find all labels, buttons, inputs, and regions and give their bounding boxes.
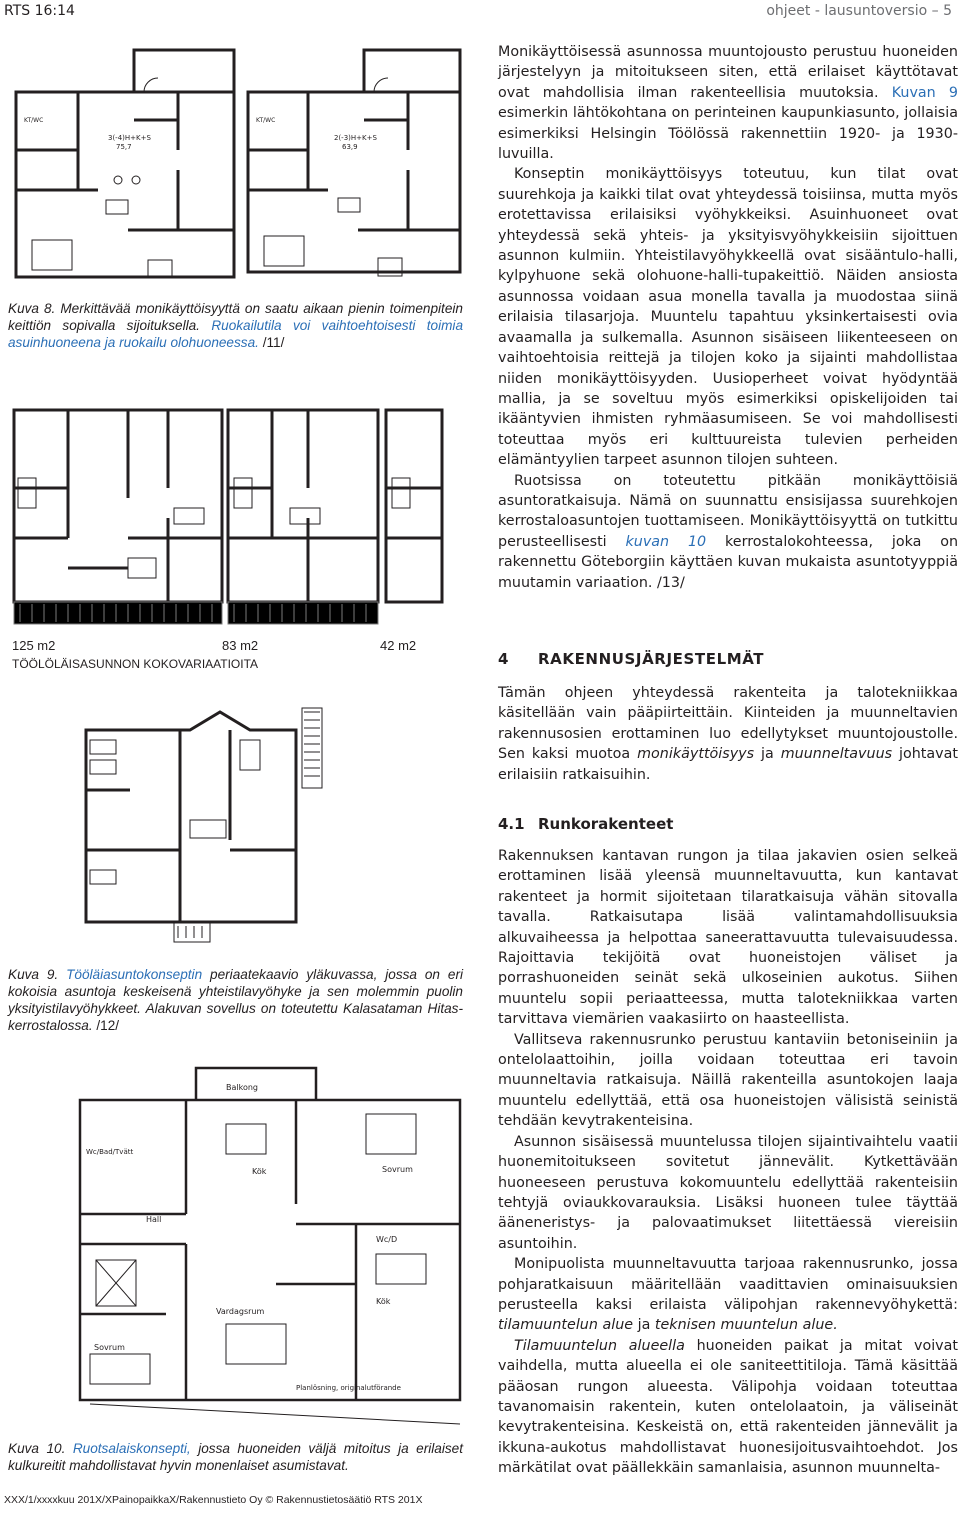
paragraph-8-and: ja xyxy=(637,1317,651,1334)
kuva8-text: Merkittävää monikäyttöisyyttä on saatu aikaan pienin toimenpitein keittiön sopivalla sijoituksella. xyxy=(8,301,463,333)
kuva8-text-blue: Ruokailutila voi vaihtoehtoisesti toimia asuinhuoneena ja ruokailu olohuoneessa. xyxy=(8,318,463,350)
paragraph-4 xyxy=(498,683,958,785)
paragraph-3-ref: kuvan 10 xyxy=(625,533,707,550)
kuva8-floorplans xyxy=(8,30,468,290)
page-footer: XXX/1/xxxxkuu 201X/XPainopaikkaX/Rakennustieto Oy © Rakennustietosäätiö RTS 201X xyxy=(4,1494,423,1506)
kuva10-label-planlosning: Planlösning, originalutförande xyxy=(296,1384,401,1392)
paragraph-4-term-2: muunneltavuus xyxy=(780,746,893,763)
body-column-top xyxy=(498,42,958,593)
paragraph-8-text: Monipuolista muunneltavuutta tarjoaa rakennusrunko, jossa pohjaratkaisuun määritellään vaadittavien ominaisuuksien perusteella kaksi erilaista välipohjan rakennevyöhykettä: xyxy=(498,1256,958,1313)
paragraph-9-text: huoneiden paikat ja mitat voivat vaihdella, mutta alueella ei ole saniteettitiloja. Tämä käsittää pääosan rungon alueesta. Välipohja voidaan toteuttaa tavanomaisin rakentein, kuten ontelolaatoin, ja väliseinät kevytrakenteisina. Keskeistä on, että rakenteiden jännevälit ja ikkuna-aukotus mahdollistavat huonesijoitusvaihtoehdot. Jos märkätilat ovat päällekkäin samanlaisia, asunnon muunnelta- xyxy=(498,1337,959,1477)
kuva8-right-area: 63,9 xyxy=(342,143,358,151)
kuva8-left-area: 75,7 xyxy=(116,143,132,151)
kuva10-label-balkong: Balkong xyxy=(226,1083,259,1092)
paragraph-4-text: Tämän ohjeen yhteydessä rakenteita ja talotekniikkaa käsitellään vain pääpiirteittäin. Kiinteiden ja muunneltavien rakennusosien erottaminen luo edellytykset muuntojoustolle. Sen kaksi muotoa xyxy=(498,685,958,763)
kuva10-text-blue: Ruotsalaiskonsepti, xyxy=(72,1441,191,1456)
page-header xyxy=(0,0,960,22)
section-heading-4 xyxy=(498,650,764,668)
kuva8-label: Kuva 8. xyxy=(8,301,56,316)
paragraph-4-and: ja xyxy=(761,746,774,763)
kuva8-caption xyxy=(8,300,463,351)
paragraph-4-term-1: monikäyttöisyys xyxy=(637,746,755,763)
kuva8-ref: /11/ xyxy=(258,335,285,350)
kuva10-label-hall: Hall xyxy=(146,1215,162,1224)
paragraph-1 xyxy=(498,42,958,164)
section-number: 4 xyxy=(498,650,510,668)
kuva10-label: Kuva 10. xyxy=(8,1441,66,1456)
header-publication: RTS 16:14 xyxy=(4,3,75,19)
kuva9-ref: /12/ xyxy=(92,1018,120,1033)
kuva8-right-type: 2(-3)H+K+S xyxy=(334,134,377,142)
paragraph-8-term-2: teknisen muuntelun alue. xyxy=(654,1317,838,1334)
paragraph-3 xyxy=(498,471,958,593)
kuva8-left-wc: KT/WC xyxy=(24,117,44,124)
paragraph-7: Asunnon sisäisessä muuntelussa tilojen sijaintivaihtelu vaatii huonemitoitukseen sovitetut jännevälit. Kytkettävään huoneeseen perustuva kokomuuntelu edellyttää rakenteisiin tehtyjä oviaukkovarauksia. Lisäksi huoneen tulee täyttää ääneneristys- ja palovaatimukset liitettäessä viereisiin asuntoihin. xyxy=(498,1133,958,1252)
subsection-heading-4-1 xyxy=(498,815,673,833)
paragraph-1-rest: esimerkin lähtökohtana on perinteinen kaupunkiasunto, jollaisia esimerkiksi Helsingin Töölössä rakennettiin 1920- ja 1930-luvuilla. xyxy=(498,105,958,163)
paragraph-4-rest: johtavat erilaisiin ratkaisuihin. xyxy=(498,746,959,783)
kuva10-caption xyxy=(8,1440,463,1474)
kuva10-label-wcd: Wc/D xyxy=(376,1235,398,1244)
kuva10-label-kok: Kök xyxy=(252,1167,267,1176)
paragraph-2: Konseptin monikäyttöisyys toteutuu, kun tilat ovat suurehkoja ja kaikki tilat ovat yhteydessä toisiinsa, mutta myös erotettavissa erilaisiksi vyöhykkeiksi. Asuinhuoneet ovat yhteydessä sekä yhteis- ja yksityisvyöhykkeisiin sijoittuen asunnon kulmiin. Yhteistilavyöhykkeellä ovat sisääntulo-halli, kylpyhuone sekä olohuone-halli-tupakeittiö. Näiden ansiosta asunnossa voidaan asua monella tavalla ja muodostaa siinä erilaisia tilasarjoja. Muuntelu tapahtuu yksinkertaisesti ovia avaamalla ja sulkemalla. Asunnon sisäiseen liikenteeseen on vaihtoehtoisia reittejä ja tilojen koko ja sijainti mahdollistaa niiden monikäyttöisyyden. Uusioperheet voivat hyödyntää mallia, ja se soveltuu myös esimerkiksi opiskelijoiden tai ikääntyvien ihmisten ryhmäasumiseen. Se voi mahdollisesti toteuttaa myös eri kulttuureista tulevien perheiden elämäntyylien tarpeet asunnon tilojen suhteen. xyxy=(498,166,958,469)
size-label-83: 83 m2 xyxy=(222,638,259,653)
size-label-125: 125 m2 xyxy=(12,638,56,653)
body-section-4-1 xyxy=(498,846,958,1479)
kuva10-label-wc: Wc/Bad/Tvätt xyxy=(86,1148,134,1156)
kuva9-text-blue: Tööläiasuntokonseptin xyxy=(66,967,203,982)
kuva10-label-kok2: Kök xyxy=(376,1297,391,1306)
kuva9-text: periaatekaavio yläkuvassa, jossa on eri kokoisia asuntoja keskeisenä yhteistilavyöhyke ja sen molemmin puolin yksityistilavyöhykkeet. Alakuvan sovellus on toteutettu Kalasataman Hitas-kerrostalossa. xyxy=(8,967,463,1033)
paragraph-5: Rakennuksen kantavan rungon ja tilaa jakavien osien selkeä erottaminen lisää yleensä muunneltavuutta, kun kantavat rakenteet ja hormit sijoitetaan tilaratkaisuja vähän sitovalla tavalla. Ratkaisutapa lisää valintamahdollisuuksia alkuvaiheessa ja helpottaa saneerattavuutta tulevaisuudessa. Rajoittavia tekijöitä ovat huoneistojen väliset ja porrashuoneiden seinät sekä ulkoseinien aukotus. Siihen muuntelu sopii periaatteessa, mutta talotekniikkaa varten tarvittava viemärien vaakasiirto on haasteellista. xyxy=(498,848,958,1028)
body-section-4-intro xyxy=(498,683,958,785)
paragraph-3-text: Ruotsissa on toteutettu pitkään monikäyttöisiä asuntoratkaisuja. Nämä on suunnattu ensisijassa suurehkojen kerrostaloasuntojen tuottamiseen. Monikäyttöisyyttä on tutkittu perusteellisesti xyxy=(498,472,958,550)
paragraph-6: Vallitseva rakennusrunko perustuu kantaviin betoniseiniin ja ontelolaattoihin, joilla voidaan toteuttaa eri tavoin muunneltavia ratkaisuja. Näillä rakenteilla asuntokojen laaja muuntelu edellyttää, että osa huoneistojen välisistä seinistä tehdään kevytrakenteisina. xyxy=(498,1031,958,1130)
kuva9-label: Kuva 9. xyxy=(8,967,59,982)
kuva10-text: jossa huoneiden väljä mitoitus ja erilaiset kulkureitit mahdollistavat hyvin monenlaiset asumistavat. xyxy=(8,1441,463,1473)
kuva9-floorplan xyxy=(70,700,340,950)
header-section: ohjeet - lausuntoversio – 5 xyxy=(766,3,952,19)
kuva8-left-type: 3(-4)H+K+S xyxy=(108,134,151,142)
size-label-42: 42 m2 xyxy=(380,638,417,653)
kuva8-right-wc: KT/WC xyxy=(256,117,276,124)
kuva9-caption xyxy=(8,966,463,1034)
subsection-number: 4.1 xyxy=(498,815,525,833)
paragraph-9 xyxy=(498,1336,958,1479)
kuva10-floorplan xyxy=(76,1064,466,1432)
subsection-title: Runkorakenteet xyxy=(538,815,674,833)
paragraph-1-text: Monikäyttöisessä asunnossa muuntojousto perustuu huoneiden järjestelyyn ja mitoitukseen siten, että erilaiset käyttötavat ovat mahdollisia ilman rakenteellisia muutoksia. xyxy=(498,44,958,101)
paragraph-8-term-1: tilamuuntelun alue xyxy=(498,1317,634,1334)
paragraph-1-ref: Kuvan 9 xyxy=(891,84,958,101)
paragraph-9-term: Tilamuuntelun alueella xyxy=(514,1337,685,1354)
kuva10-label-sovrum2: Sovrum xyxy=(94,1343,125,1352)
tooloo-size-variations xyxy=(8,398,468,678)
paragraph-3-rest: kerrostalokohteessa, joka on rakennettu Göteborgiin käyttäen kuvan mukaista asuntotyyppiä muutamin variaation. /13/ xyxy=(498,533,959,591)
paragraph-8 xyxy=(498,1254,958,1336)
size-variations-subtitle: TÖÖLÖLÄISASUNNON KOKOVARIAATIOITA xyxy=(12,657,259,671)
section-title: RAKENNUSJÄRJESTELMÄT xyxy=(538,650,765,668)
kuva10-label-sovrum1: Sovrum xyxy=(382,1165,413,1174)
kuva10-label-vardagsrum: Vardagsrum xyxy=(216,1307,265,1316)
